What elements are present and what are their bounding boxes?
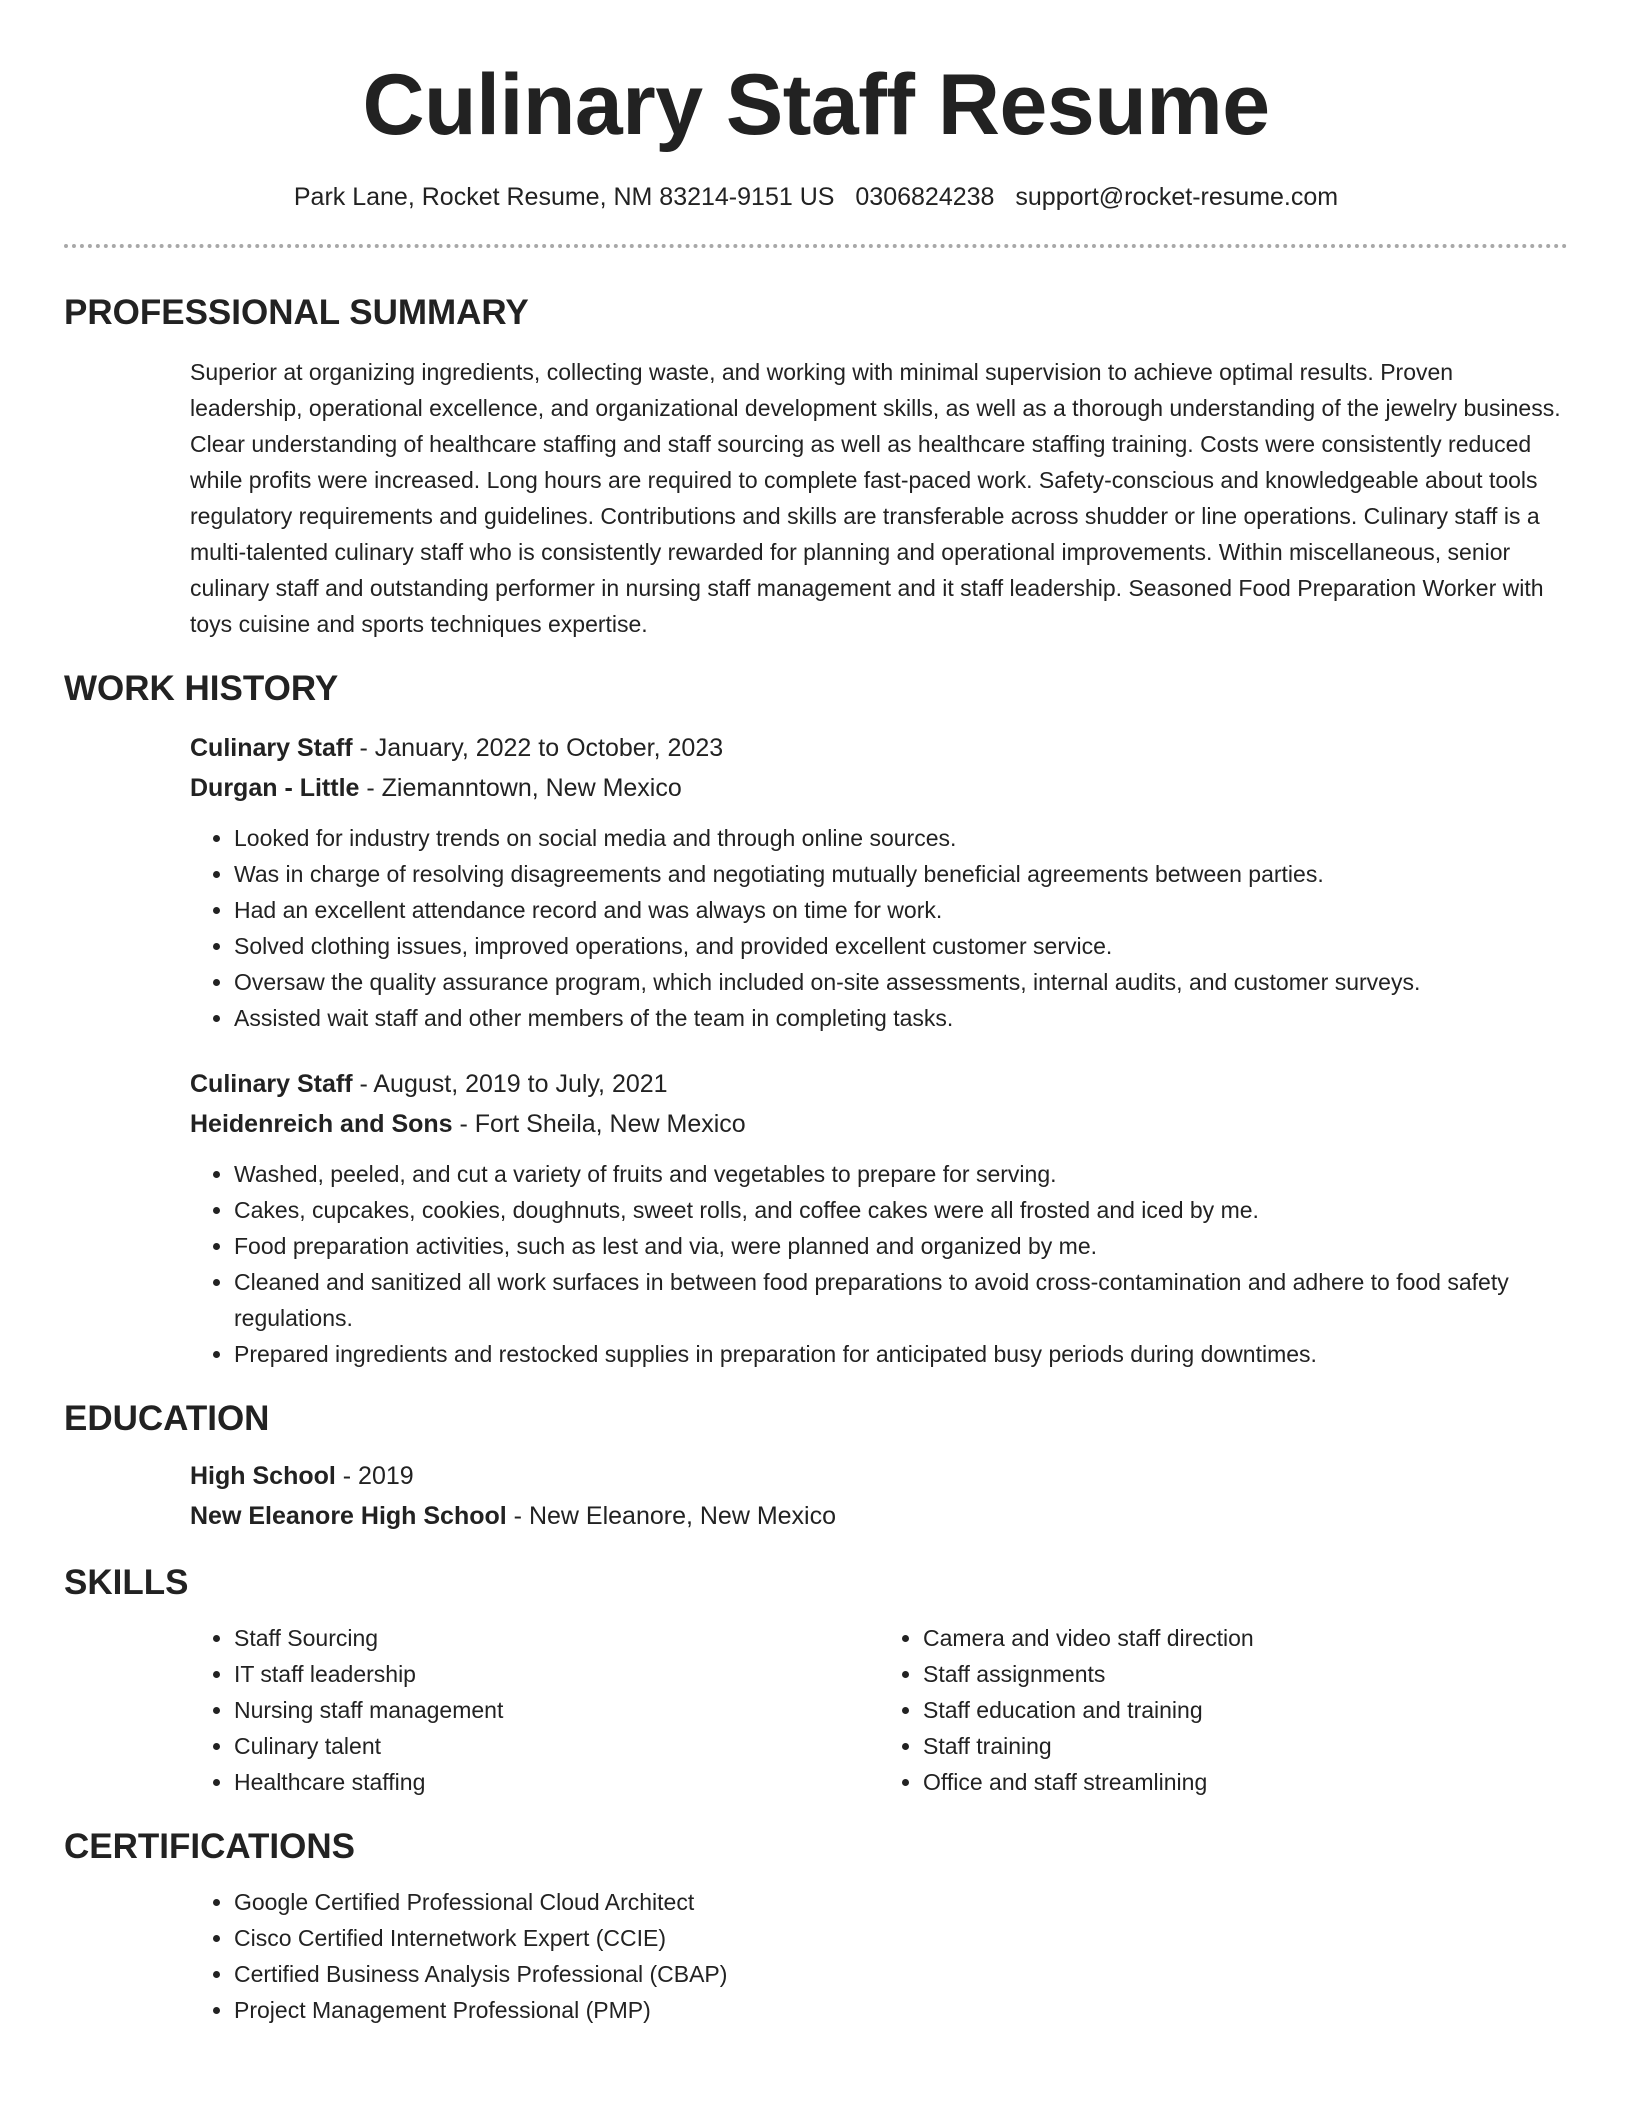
certification-item: • Cisco Certified Internetwork Expert (CCIE) [234,1920,1568,1956]
summary-text: Superior at organizing ingredients, collecting waste, and working with minimal supervision to achieve optimal results. Proven leadership, operational excellence, and organizational development skills, as well as a thorough understanding of the jewelry business. Clear understanding of healthcare staffing and staff sourcing as well as healthcare staffing training. Costs were consistently reduced while profits were increased. Long hours are required to complete fast-paced work. Safety-conscious and knowledgeable about tools regulatory requirements and guidelines. Contributions and skills are transferable across shudder or line operations. Culinary staff is a multi-talented culinary staff who is consistently rewarded for planning and operational improvements. Within miscellaneous, senior culinary staff and outstanding performer in nursing staff management and it staff leadership. Seasoned Food Preparation Worker with toys cuisine and sports techniques expertise. [190,359,1561,637]
job-bullet: • Prepared ingredients and restocked supplies in preparation for anticipated busy periods during downtimes. [234,1336,1568,1372]
skill-item: • Staff assignments [923,1656,1568,1692]
job-dates: - January, 2022 to October, 2023 [352,734,724,762]
skill-item: • Culinary talent [234,1728,879,1764]
education-degree: High School [190,1462,336,1490]
job-company-line [190,1104,1568,1144]
skills-list-left [190,1620,879,1800]
job-bullet: • Looked for industry trends on social media and through online sources. [234,820,1568,856]
work-history-body [64,728,1568,1372]
contact-line [64,182,1568,212]
skill-item: • Healthcare staffing [234,1764,879,1800]
education-location: - New Eleanore, New Mexico [506,1502,837,1530]
education-school-line [190,1496,1568,1536]
job-bullet: • Washed, peeled, and cut a variety of fruits and vegetables to prepare for serving. [234,1156,1568,1192]
job-bullet: • Had an excellent attendance record and was always on time for work. [234,892,1568,928]
work-history-section [64,668,1568,1372]
education-heading: EDUCATION [64,1399,270,1438]
contact-phone: 0306824238 [855,183,995,211]
job-company: Heidenreich and Sons [190,1110,453,1138]
job-bullet-list [190,1156,1568,1372]
job-bullet: • Food preparation activities, such as lest and via, were planned and organized by me. [234,1228,1568,1264]
skills-columns [190,1620,1568,1800]
skills-list-right [879,1620,1568,1800]
certification-item: • Project Management Professional (PMP) [234,1992,1568,2028]
summary-section [64,292,1568,642]
skill-item: • Staff training [923,1728,1568,1764]
job-company: Durgan - Little [190,774,360,802]
job-bullet-list [190,820,1568,1036]
skill-item: • Staff education and training [923,1692,1568,1728]
skill-item: • Nursing staff management [234,1692,879,1728]
certifications-list [190,1884,1568,2028]
work-history-heading: WORK HISTORY [64,669,339,708]
job-bullet: • Solved clothing issues, improved operations, and provided excellent customer service. [234,928,1568,964]
education-year: - 2019 [335,1462,414,1490]
job-location: - Fort Sheila, New Mexico [452,1110,746,1138]
education-school: New Eleanore High School [190,1502,507,1530]
job-title-line [190,1064,1568,1104]
job-role: Culinary Staff [190,734,353,762]
job-role: Culinary Staff [190,1070,353,1098]
job-bullet: • Was in charge of resolving disagreements and negotiating mutually beneficial agreements between parties. [234,856,1568,892]
skills-section [64,1562,1568,1800]
job-bullet: • Cakes, cupcakes, cookies, doughnuts, sweet rolls, and coffee cakes were all frosted and iced by me. [234,1192,1568,1228]
certification-item: • Google Certified Professional Cloud Architect [234,1884,1568,1920]
job-title-line [190,728,1568,768]
job-bullet: • Assisted wait staff and other members of the team in completing tasks. [234,1000,1568,1036]
education-section [64,1398,1568,1536]
job-bullet: • Cleaned and sanitized all work surfaces in between food preparations to avoid cross-contamination and adhere to food safety regulations. [234,1264,1568,1336]
skills-body [64,1620,1568,1800]
summary-body [64,354,1568,642]
job-company-line [190,768,1568,808]
summary-heading: PROFESSIONAL SUMMARY [64,293,529,332]
job-entry [190,1064,1568,1372]
certifications-heading: CERTIFICATIONS [64,1827,356,1866]
skill-item: • Camera and video staff direction [923,1620,1568,1656]
certifications-section [64,1826,1568,2028]
skills-heading: SKILLS [64,1563,189,1602]
contact-address: Park Lane, Rocket Resume, NM 83214-9151 US [293,183,835,211]
job-bullet: • Oversaw the quality assurance program, which included on-site assessments, internal audits, and customer surveys. [234,964,1568,1000]
certification-item: • Certified Business Analysis Professional (CBAP) [234,1956,1568,1992]
job-entry [190,728,1568,1036]
skill-item: • Staff Sourcing [234,1620,879,1656]
certifications-body [64,1884,1568,2028]
job-dates: - August, 2019 to July, 2021 [352,1070,668,1098]
education-degree-line [190,1456,1568,1496]
resume-title: Culinary Staff Resume [362,57,1270,153]
contact-email: support@rocket-resume.com [1015,183,1339,211]
skill-item: • Office and staff streamlining [923,1764,1568,1800]
job-location: - Ziemanntown, New Mexico [359,774,682,802]
education-body [64,1456,1568,1536]
header-divider [64,244,1568,248]
skill-item: • IT staff leadership [234,1656,879,1692]
